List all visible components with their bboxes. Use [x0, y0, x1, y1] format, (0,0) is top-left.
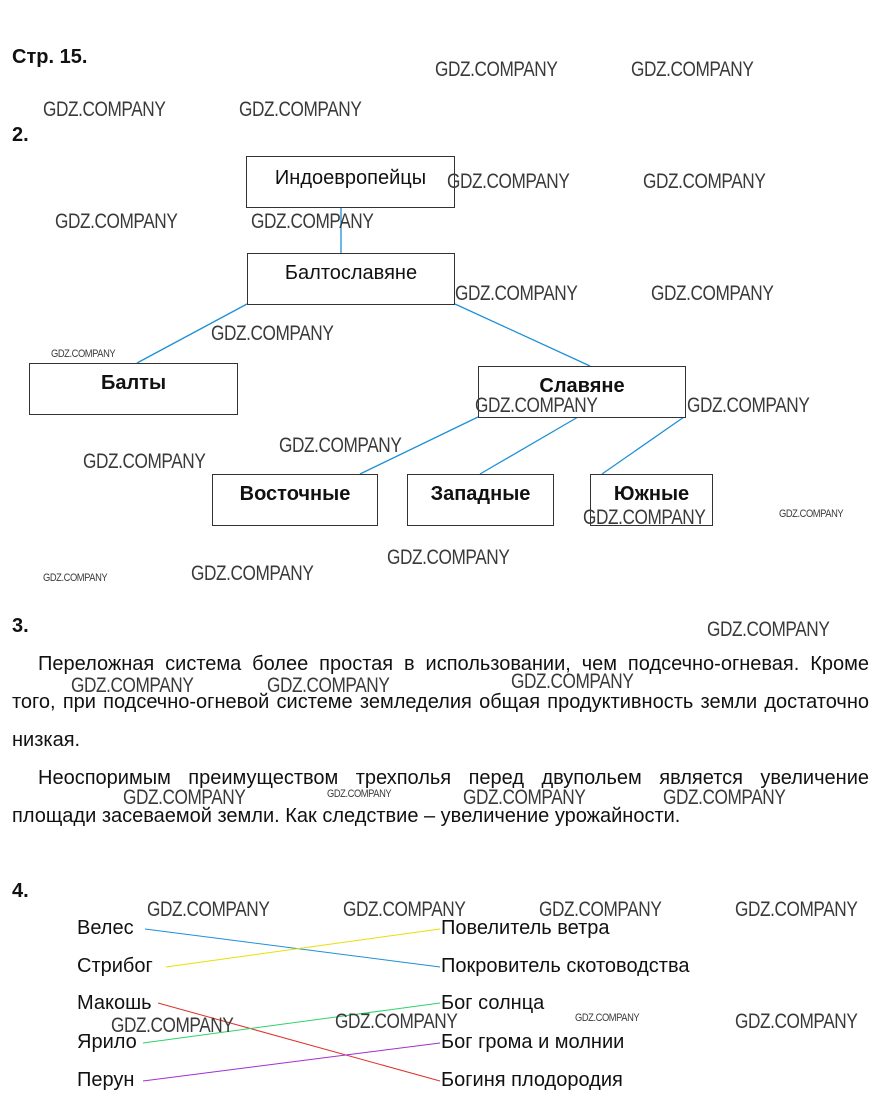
connector-slavs-south [602, 417, 684, 474]
watermark: GDZ.COMPANY [211, 322, 334, 345]
watermark: GDZ.COMPANY [735, 1010, 858, 1033]
watermark: GDZ.COMPANY [631, 58, 754, 81]
role-right-4: Бог грома и молнии [441, 1031, 625, 1053]
watermark: GDZ.COMPANY [43, 98, 166, 121]
role-right-5: Богиня плодородия [441, 1069, 623, 1091]
watermark: GDZ.COMPANY [239, 98, 362, 121]
answer-3-paragraph-1: Переложная система более простая в использовании, чем подсечно-огневая. Кроме того, при подсечно-огневой системе земледелия общая продуктивность земли достаточно низкая. [12, 653, 869, 751]
watermark: GDZ.COMPANY [71, 674, 194, 697]
watermark: GDZ.COMPANY [663, 786, 786, 809]
connector-level1-baltic [137, 304, 247, 363]
connector-level1-slavs [455, 304, 590, 366]
tree-node-level1: Балтославяне [247, 253, 455, 305]
tree-node-slavs: Славяне [478, 366, 686, 418]
tree-node-west: Западные [407, 474, 554, 526]
watermark: GDZ.COMPANY [55, 210, 178, 233]
watermark: GDZ.COMPANY [83, 450, 206, 473]
watermark: GDZ.COMPANY [687, 394, 810, 417]
page-header: Стр. 15. [12, 46, 88, 68]
watermark: GDZ.COMPANY [435, 58, 558, 81]
watermark: GDZ.COMPANY [575, 1012, 640, 1024]
watermark: GDZ.COMPANY [643, 170, 766, 193]
match-line-makosh [158, 1003, 440, 1081]
role-right-1: Повелитель ветра [441, 917, 610, 939]
deity-left-3: Макошь [77, 992, 152, 1014]
watermark: GDZ.COMPANY [539, 898, 662, 921]
match-line-perun [143, 1043, 440, 1081]
watermark: GDZ.COMPANY [267, 674, 390, 697]
deity-left-1: Велес [77, 917, 134, 939]
watermark: GDZ.COMPANY [475, 394, 598, 417]
watermark: GDZ.COMPANY [251, 210, 374, 233]
watermark: GDZ.COMPANY [707, 618, 830, 641]
watermark: GDZ.COMPANY [123, 786, 246, 809]
deity-left-2: Стрибог [77, 955, 153, 977]
tree-node-baltic: Балты [29, 363, 238, 415]
watermark: GDZ.COMPANY [735, 898, 858, 921]
watermark: GDZ.COMPANY [43, 572, 108, 584]
watermark: GDZ.COMPANY [387, 546, 510, 569]
deity-left-4: Ярило [77, 1031, 137, 1053]
watermark: GDZ.COMPANY [779, 508, 844, 520]
watermark: GDZ.COMPANY [327, 788, 392, 800]
watermark: GDZ.COMPANY [343, 898, 466, 921]
watermark: GDZ.COMPANY [147, 898, 270, 921]
tree-node-root: Индоевропейцы [246, 156, 455, 208]
tree-node-south: Южные [590, 474, 713, 526]
section-3-number: 3. [12, 615, 29, 637]
watermark: GDZ.COMPANY [511, 670, 634, 693]
section-4-number: 4. [12, 880, 29, 902]
connector-slavs-west [480, 417, 578, 474]
watermark: GDZ.COMPANY [335, 1010, 458, 1033]
match-line-yarilo [143, 1003, 440, 1043]
watermark: GDZ.COMPANY [279, 434, 402, 457]
answer-3-paragraph-2: Неоспоримым преимуществом трехполья перед двупольем является увеличение площади засеваемой земли. Как следствие – увеличение урожайности. [12, 767, 869, 827]
deity-left-5: Перун [77, 1069, 135, 1091]
role-right-3: Бог солнца [441, 992, 545, 1014]
connector-slavs-east [360, 417, 478, 474]
watermark: GDZ.COMPANY [111, 1014, 234, 1037]
role-right-2: Покровитель скотоводства [441, 955, 690, 977]
tree-node-east: Восточные [212, 474, 378, 526]
section-2-number: 2. [12, 124, 29, 146]
watermark: GDZ.COMPANY [455, 282, 578, 305]
watermark: GDZ.COMPANY [463, 786, 586, 809]
watermark: GDZ.COMPANY [651, 282, 774, 305]
watermark: GDZ.COMPANY [447, 170, 570, 193]
watermark: GDZ.COMPANY [191, 562, 314, 585]
watermark: GDZ.COMPANY [51, 348, 116, 360]
watermark: GDZ.COMPANY [583, 506, 706, 529]
